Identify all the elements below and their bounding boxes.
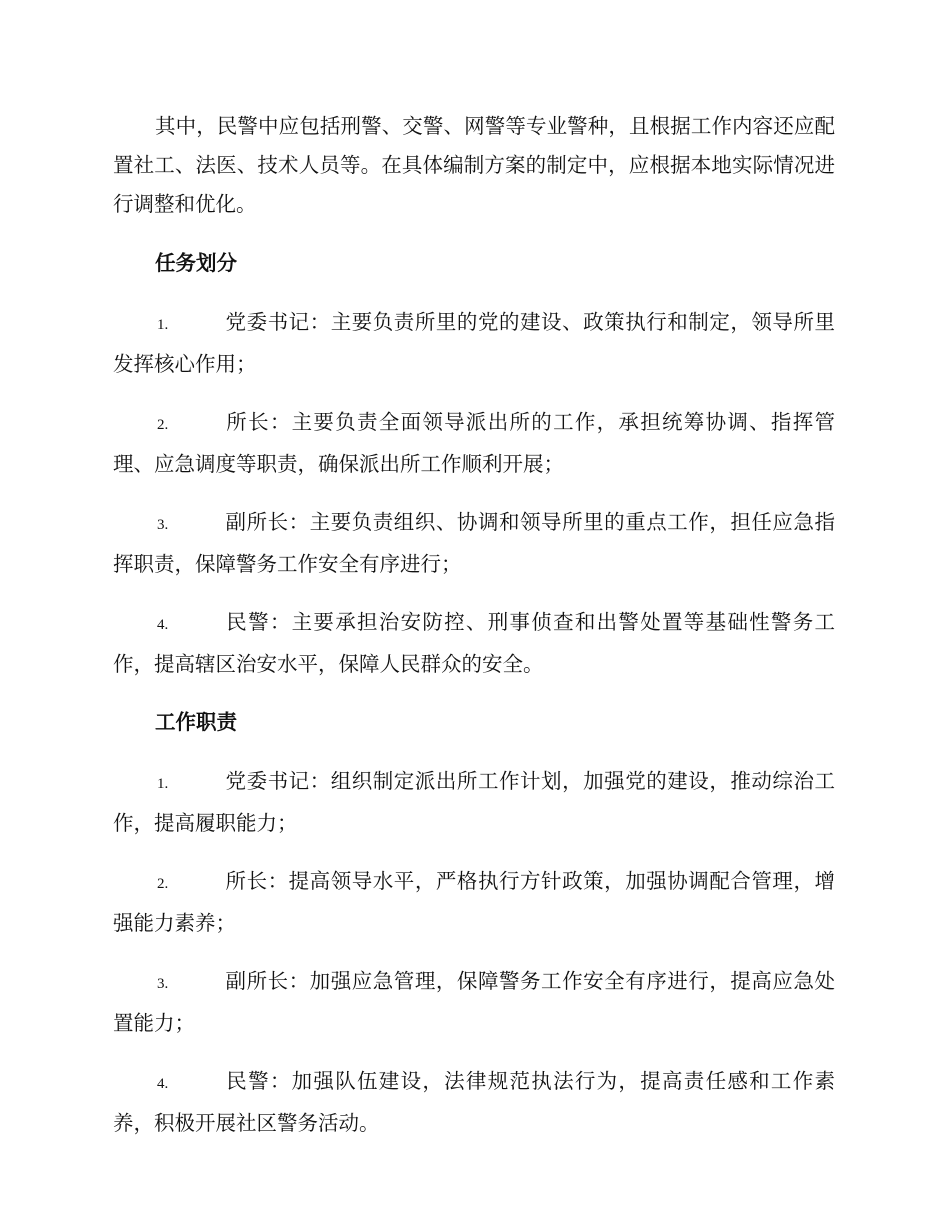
list-item [113,962,835,1043]
list-item [113,403,835,484]
list-item [113,503,835,584]
item-number: 4. [157,617,169,633]
item-text: 党委书记：组织制定派出所工作计划，加强党的建设，推动综治工作，提高履职能力； [113,769,835,835]
section-task-division [113,244,835,684]
section-heading: 工作职责 [155,710,237,734]
list-item [113,303,835,384]
list-item [113,603,835,684]
document-page [113,107,835,1162]
list-item [113,1062,835,1143]
intro-paragraph: 其中，民警中应包括刑警、交警、网警等专业警种，且根据工作内容还应配置社工、法医、技术人员等。在具体编制方案的制定中，应根据本地实际情况进行调整和优化。 [113,114,835,216]
item-number: 2. [157,417,169,433]
item-text: 民警：主要承担治安防控、刑事侦查和出警处置等基础性警务工作，提高辖区治安水平，保障人民群众的安全。 [113,610,835,676]
item-text: 副所长：加强应急管理，保障警务工作安全有序进行，提高应急处置能力； [113,969,835,1035]
section-duties [113,703,835,1143]
item-text: 民警：加强队伍建设，法律规范执法行为，提高责任感和工作素养，积极开展社区警务活动。 [113,1069,835,1135]
item-number: 3. [157,976,169,992]
item-text: 党委书记：主要负责所里的党的建设、政策执行和制定，领导所里发挥核心作用； [113,310,835,376]
list-item [113,762,835,843]
item-number: 1. [157,317,169,333]
item-number: 1. [157,776,169,792]
item-text: 所长：主要负责全面领导派出所的工作，承担统筹协调、指挥管理、应急调度等职责，确保派出所工作顺利开展； [113,410,835,476]
item-text: 副所长：主要负责组织、协调和领导所里的重点工作，担任应急指挥职责，保障警务工作安全有序进行； [113,510,835,576]
item-text: 所长：提高领导水平，严格执行方针政策，加强协调配合管理，增强能力素养； [113,869,835,935]
list-item [113,862,835,943]
item-number: 3. [157,517,169,533]
section-heading: 任务划分 [155,251,237,275]
item-number: 2. [157,876,169,892]
item-number: 4. [157,1076,169,1092]
